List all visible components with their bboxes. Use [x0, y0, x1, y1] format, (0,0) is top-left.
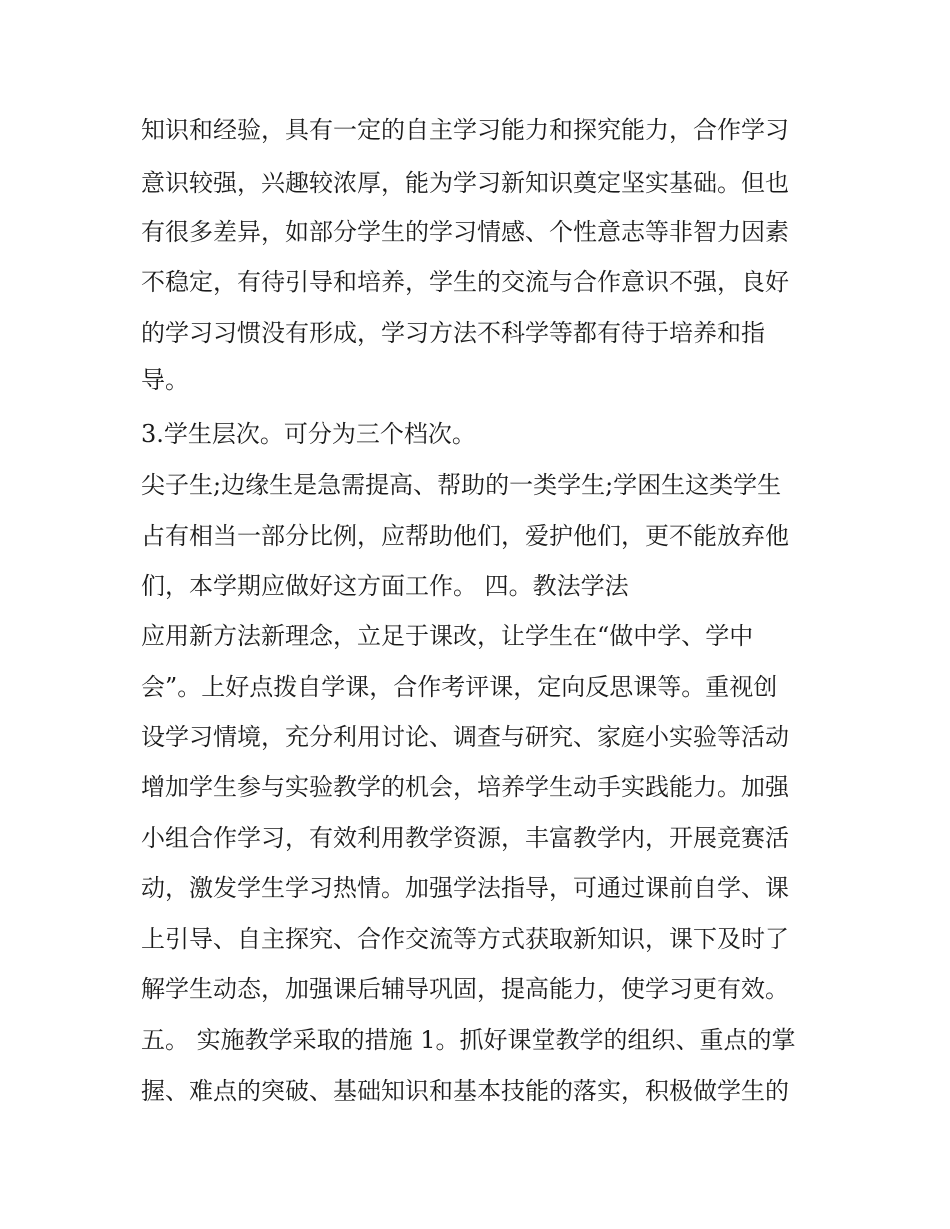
text-line: 上引导、自主探究、合作交流等方式获取新知识，课下及时了	[141, 925, 789, 953]
text-line: 应用新方法新理念，立足于课改，让学生在“做中学、学中	[141, 622, 754, 650]
text-line: 3.学生层次。可分为三个档次。	[141, 420, 476, 448]
text-line: 动，激发学生学习热情。加强学法指导，可通过课前自学、课	[141, 874, 789, 902]
text-line: 有很多差异，如部分学生的学习情感、个性意志等非智力因素	[141, 218, 789, 246]
text-line: 小组合作学习，有效利用教学资源，丰富教学内，开展竞赛活	[141, 824, 789, 852]
text-line: 知识和经验，具有一定的自主学习能力和探究能力，合作学习	[141, 116, 789, 144]
text-line: 会”。上好点拨自学课，合作考评课，定向反思课等。重视创	[141, 673, 778, 701]
text-line: 意识较强，兴趣较浓厚，能为学习新知识奠定坚实基础。但也	[141, 169, 789, 197]
text-line: 导。	[141, 366, 189, 394]
text-line: 握、难点的突破、基础知识和基本技能的落实，积极做学生的	[141, 1077, 789, 1105]
text-line: 们，本学期应做好这方面工作。 四。教法学法	[141, 572, 629, 600]
text-line: 占有相当一部分比例，应帮助他们，爱护他们，更不能放弃他	[141, 522, 789, 550]
text-line: 的学习习惯没有形成，学习方法不科学等都有待于培养和指	[141, 319, 765, 347]
text-line: 增加学生参与实验教学的机会，培养学生动手实践能力。加强	[141, 773, 789, 801]
text-line: 尖子生;边缘生是急需提高、帮助的一类学生;学困生这类学生	[141, 471, 782, 499]
text-line: 五。 实施教学采取的措施 1。抓好课堂教学的组织、重点的掌	[141, 1026, 796, 1054]
text-line: 解学生动态，加强课后辅导巩固，提高能力，使学习更有效。	[141, 975, 789, 1003]
text-line: 不稳定，有待引导和培养，学生的交流与合作意识不强，良好	[141, 268, 789, 296]
text-line: 设学习情境，充分利用讨论、调查与研究、家庭小实验等活动	[141, 723, 789, 751]
